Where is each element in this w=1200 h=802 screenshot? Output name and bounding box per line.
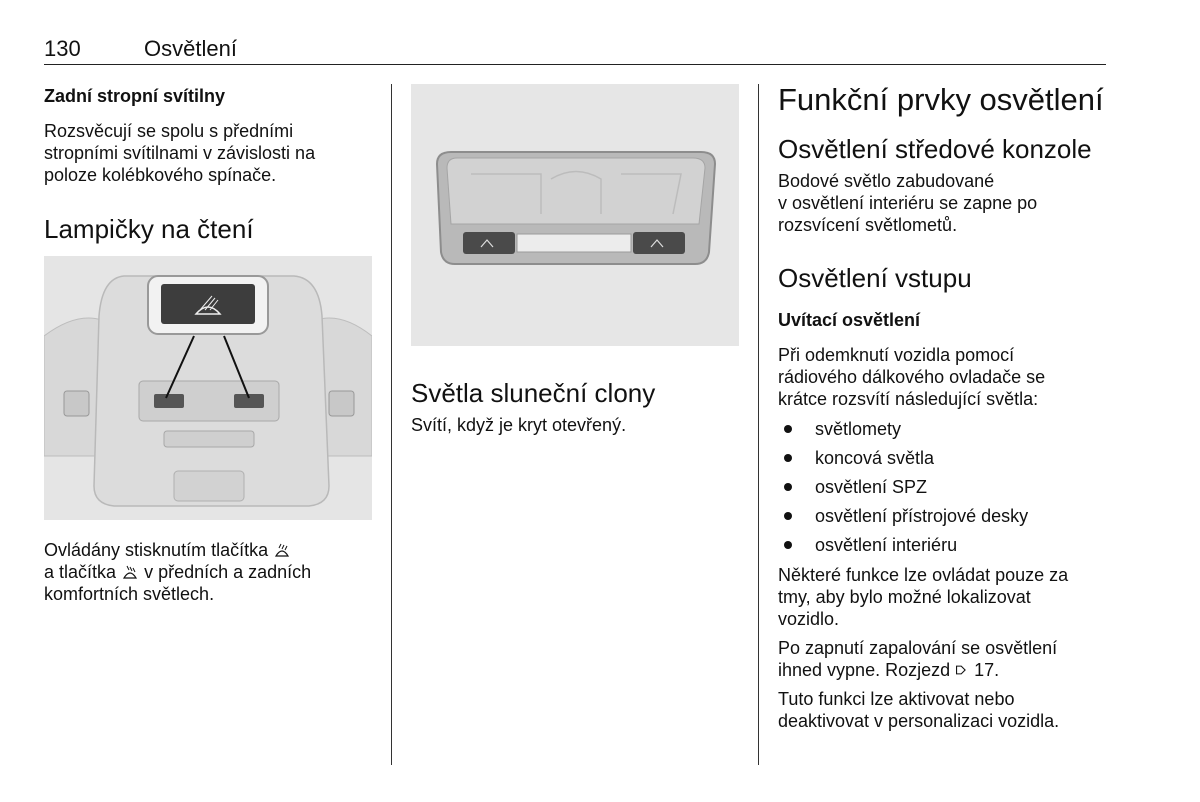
ignition-text	[778, 637, 1118, 681]
reading-light-front-icon	[273, 542, 291, 558]
list-item	[778, 447, 1118, 476]
console-heading: Osvětlení středové konzole	[778, 134, 1092, 164]
sunvisor-mirror-drawing	[411, 84, 739, 346]
list-item-label: osvětlení přístrojové desky	[815, 506, 1029, 526]
sunvisor-illustration	[411, 84, 739, 346]
sunvisor-heading: Světla sluneční clony	[411, 378, 656, 408]
reading-lamps-text	[44, 539, 384, 605]
sunvisor-paragraph: Svítí, když je kryt otevřený.	[411, 415, 627, 435]
bullet-icon	[784, 425, 792, 433]
personalize-text	[778, 688, 1118, 732]
reading-light-rear-icon	[121, 564, 139, 580]
lights-list	[778, 418, 1118, 563]
reading-text-part-1: Ovládány stisknutím tlačítka	[44, 540, 269, 560]
list-item	[778, 418, 1118, 447]
reading-lamp-illustration	[44, 256, 372, 520]
overhead-console-drawing	[44, 256, 372, 520]
ignition-paragraph	[778, 637, 1118, 681]
personalize-paragraph: Tuto funkci lze aktivovat nebo deaktivovat v personalizaci vozidla.	[778, 689, 1060, 731]
page-reference-arrow-icon	[955, 662, 969, 678]
welcome-lighting-heading: Uvítací osvětlení	[778, 310, 921, 330]
sunvisor-text	[411, 414, 751, 436]
rear-lights-paragraph: Rozsvěcují se spolu s předními stropními svítilnami v závislosti na poloze kolébkového spínače.	[44, 121, 316, 185]
reading-text-part-3: v předních a zadních komfortních světlech.	[44, 562, 312, 604]
list-item	[778, 534, 1118, 563]
bullet-icon	[784, 454, 792, 462]
page-number: 130	[44, 36, 81, 61]
rear-lights-heading: Zadní stropní svítilny	[44, 86, 226, 106]
dark-only-text	[778, 564, 1118, 630]
bullet-icon	[784, 483, 792, 491]
entry-lighting-heading: Osvětlení vstupu	[778, 263, 972, 293]
console-paragraph: Bodové světlo zabudované v osvětlení interiéru se zapne po rozsvícení světlometů.	[778, 171, 1038, 235]
list-item-label: osvětlení SPZ	[815, 477, 928, 497]
rear-lights-text	[44, 120, 384, 186]
bullet-icon	[784, 541, 792, 549]
list-item-label: osvětlení interiéru	[815, 535, 958, 555]
page-reference-link[interactable]: 17.	[974, 660, 1000, 680]
list-item	[778, 476, 1118, 505]
column-divider-2	[758, 84, 759, 765]
ignition-text-main: Po zapnutí zapalování se osvětlení ihned vypne. Rozjezd	[778, 638, 1058, 680]
chapter-title: Osvětlení	[144, 36, 237, 61]
console-text	[778, 170, 1118, 236]
list-item-label: světlomety	[815, 419, 902, 439]
page-header	[44, 34, 1106, 65]
list-item-label: koncová světla	[815, 448, 935, 468]
reading-lamps-heading: Lampičky na čtení	[44, 214, 254, 244]
bullet-icon	[784, 512, 792, 520]
reading-text-part-2: a tlačítka	[44, 562, 117, 582]
welcome-paragraph: Při odemknutí vozidla pomocí rádiového dálkového ovladače se krátce rozsvítí následující světla:	[778, 345, 1046, 409]
welcome-text	[778, 344, 1118, 410]
list-item	[778, 505, 1118, 534]
dark-only-paragraph: Některé funkce lze ovládat pouze za tmy, aby bylo možné lokalizovat vozidlo.	[778, 565, 1069, 629]
column-divider-1	[391, 84, 392, 765]
main-heading: Funkční prvky osvětlení	[778, 82, 1104, 117]
reading-lamps-paragraph	[44, 539, 384, 605]
